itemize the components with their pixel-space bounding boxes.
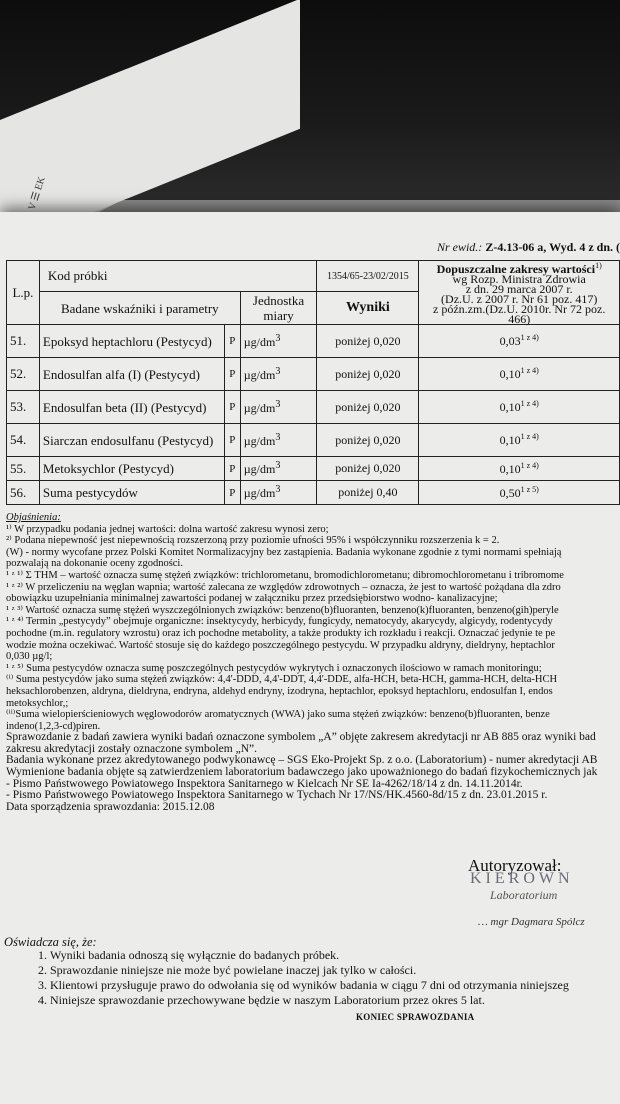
unit-text: µg/dm <box>243 367 276 382</box>
row-limit <box>419 358 620 391</box>
limits-line: (Dz.U. z 2007 r. Nr 61 poz. 417) <box>441 292 598 306</box>
declaration-list <box>0 948 569 1008</box>
table-row <box>7 325 620 358</box>
row-p: P <box>224 481 240 505</box>
note-line: pochodne (m.in. regulatory wzrostu) oraz ich pochodne metabolity, a także produkty ich rozkładu i reakcji. Oznaczać jedynie te pe <box>6 627 556 639</box>
limits-line: z dn. 29 marca 2007 r. <box>465 282 573 296</box>
note-line: ¹ ᶻ ⁴⁾ Termin „pestycydy” obejmuje organiczne: insektycydy, herbicydy, fungicydy, nematocydy, akarycydy, algicydy, rodentycydy <box>6 616 553 628</box>
row-limit <box>419 481 620 505</box>
limit-sup: 1 z 4) <box>520 399 539 408</box>
note-line: obowiązku uzupełniania minimalnej zawartości podanej w załączniku przez przedsiębiorstwo wodno- kanalizacyjne; <box>6 593 498 605</box>
row-unit <box>240 481 317 505</box>
stamp-sub: Laboratorium <box>490 888 558 902</box>
limits-title: Dopuszczalne zakresy wartości <box>436 262 596 276</box>
record-number-label: Nr ewid.: <box>436 240 483 254</box>
list-item: 4. Niniejsze sprawozdanie przechowywane będzie w naszym Laboratorium przez okres 5 lat. <box>50 993 569 1008</box>
unit-exp: 3 <box>275 398 281 410</box>
row-p: P <box>224 358 240 391</box>
row-limit <box>419 391 620 424</box>
note-line: ¹ ᶻ ⁵⁾ Suma pestycydów oznacza sumę poszczególnych pestycydów wykrytych i oznaczonych ilościowo w ramach monitoringu; <box>6 662 542 674</box>
record-number-value: Z-4.13-06 a, Wyd. 4 z dn. ( <box>485 240 620 254</box>
note-line: Badania wykonane przez akredytowanego podwykonawcę – SGS Eko-Projekt Sp. z o.o. (Laboratorium) - numer akredytacji AB <box>6 754 598 767</box>
table-row <box>7 391 620 424</box>
limits-line: z późn.zm.(Dz.U. 2010r. Nr 72 poz. 466) <box>433 302 606 326</box>
row-name: Epoksyd heptachloru (Pestycyd) <box>39 325 224 358</box>
row-value: poniżej 0,020 <box>317 391 419 424</box>
list-item: 1. Wyniki badania odnoszą się wyłącznie do badanych próbek. <box>50 948 569 963</box>
note-line: - Pismo Państwowego Powiatowego Inspektora Sanitarnego w Kielcach Nr SE Ia-4262/18/14 z dn. 14.11.2014r. <box>6 777 523 790</box>
note-line: ⁽ⁱⁱ⁾Suma wielopierścieniowych węglowodorów aromatycznych (WWA) jako suma stężeń związków: benzeno(b)fluoranten, benze <box>6 709 550 721</box>
unit-text: µg/dm <box>243 486 276 500</box>
row-limit <box>419 325 620 358</box>
row-name: Endosulfan beta (II) (Pestycyd) <box>39 391 224 424</box>
row-lp: 56. <box>7 481 40 505</box>
unit-exp: 3 <box>275 484 281 495</box>
row-value: poniżej 0,40 <box>317 481 419 505</box>
note-line: (W) - normy wycofane przez Polski Komitet Normalizacyjny bez zastąpienia. Badania wykonane zgodnie z tymi normami spełniają <box>6 546 562 558</box>
unit-text: µg/dm <box>243 433 276 448</box>
unit-text: µg/dm <box>243 334 276 349</box>
row-name: Endosulfan alfa (I) (Pestycyd) <box>39 358 224 391</box>
limit-sup: 1 z 4) <box>520 460 539 470</box>
note-line: metoksychlor,; <box>6 697 69 709</box>
limits-sup: 1) <box>595 261 602 270</box>
side-mark: V ☰ EK <box>26 175 48 212</box>
table-row <box>7 424 620 457</box>
authorized-label: Autoryzował: <box>468 856 562 875</box>
table-row <box>7 457 620 481</box>
header-unit: Jednostka miary <box>240 292 317 325</box>
row-name: Siarczan endosulfanu (Pestycyd) <box>39 424 224 457</box>
stamp-name: KIEROWN <box>470 870 574 887</box>
limit-sup: 1 z 5) <box>520 484 539 494</box>
limit-value: 0,10 <box>499 433 521 447</box>
unit-text: µg/dm <box>243 462 276 476</box>
row-name: Suma pestycydów <box>39 481 224 505</box>
row-lp: 51. <box>7 325 40 358</box>
note-line: 0,030 µg/l; <box>6 651 53 663</box>
row-unit <box>240 457 317 481</box>
end-of-report: KONIEC SPRAWOZDANIA <box>356 1012 475 1022</box>
header-lp: L.p. <box>7 261 40 325</box>
results-table <box>6 260 620 505</box>
note-line: wodzie można oczekiwać. Wartość stosuje się do każdego poszczególnego pestycydu. W przypadku aldryny, dieldryny, heptachlor <box>6 639 555 651</box>
declaration-heading: Oświadcza się, że: <box>4 935 97 949</box>
row-value: poniżej 0,020 <box>317 457 419 481</box>
note-line: Wymienione badania objęte są zatwierdzeniem laboratorium badawczego jako upoważnionego do badań fizykochemicznych jak <box>6 766 598 779</box>
row-name: Metoksychlor (Pestycyd) <box>39 457 224 481</box>
table-row <box>7 358 620 391</box>
limit-value: 0,10 <box>499 367 521 381</box>
signer-name: … mgr Dagmara Spólcz <box>478 916 585 928</box>
row-limit <box>419 424 620 457</box>
notes-heading: Objaśnienia: <box>6 512 61 523</box>
note-line: ¹ ᶻ ²⁾ W przeliczeniu na węglan wapnia; wartość zalecana ze względów zdrowotnych – oznacza, że jest to wartość pożądana dla zdro <box>6 581 561 593</box>
notes-section <box>6 512 620 813</box>
limits-line: wg Rozp. Ministra Zdrowia <box>452 272 586 286</box>
header-results: Wyniki <box>317 292 419 325</box>
header-code-value: 1354/65-23/02/2015 <box>317 261 419 292</box>
note-line: indeno(1,2,3-cd)piren. <box>6 720 101 732</box>
list-item: 3. Klientowi przysługuje prawo do odwołania się od wyników badania w ciągu 7 dni od otrzymania niniejszeg <box>50 978 569 993</box>
report-date: Data sporządzenia sprawozdania: 2015.12.08 <box>6 800 215 813</box>
row-p: P <box>224 457 240 481</box>
note-line: Sprawozdanie z badań zawiera wyniki badań oznaczone symbolem „A” objęte zakresem akredytacji nr AB 885 oraz wyniki bad <box>6 731 596 744</box>
limit-sup: 1 z 4) <box>520 333 539 342</box>
row-unit <box>240 325 317 358</box>
row-value: poniżej 0,020 <box>317 358 419 391</box>
limit-value: 0,50 <box>499 485 521 500</box>
list-item: 2. Sprawozdanie niniejsze nie może być powielane inaczej jak tylko w całości. <box>50 963 569 978</box>
limit-sup: 1 z 4) <box>520 432 539 441</box>
row-lp: 55. <box>7 457 40 481</box>
unit-exp: 3 <box>275 460 281 471</box>
header-param: Badane wskaźniki i parametry <box>39 292 240 325</box>
unit-text: µg/dm <box>243 400 276 415</box>
row-lp: 54. <box>7 424 40 457</box>
table-row <box>7 481 620 505</box>
limit-value: 0,10 <box>499 461 521 476</box>
row-p: P <box>224 391 240 424</box>
row-lp: 52. <box>7 358 40 391</box>
row-unit <box>240 358 317 391</box>
record-number <box>437 240 620 255</box>
row-limit <box>419 457 620 481</box>
note-line: ⁽ⁱ⁾ Suma pestycydów jako suma stężeń związków: 4,4'-DDD, 4,4'-DDT, 4,4'-DDE, alfa-HCH, beta-HCH, gamma-HCH, delta-HCH <box>6 674 558 686</box>
row-p: P <box>224 424 240 457</box>
note-line: ¹ ᶻ ³⁾ Wartość oznacza sumę stężeń wyszczególnionych związków: benzeno(b)fluoranten, benzeno(k)fluoranten, benzeno(gih)peryle <box>6 604 559 616</box>
note-line: zakresu akredytacji zostały oznaczone symbolem „N”. <box>6 742 257 755</box>
row-unit <box>240 391 317 424</box>
limit-value: 0,03 <box>499 334 521 348</box>
header-limits <box>419 261 620 325</box>
note-line: heksachlorobenzen, aldryna, dieldryna, endryna, aldehyd endryny, izodryna, heptachlor, epoksyd heptachloru, endosulfan I, endos <box>6 685 553 697</box>
signer-text: mgr Dagmara Spólcz <box>490 916 585 928</box>
row-lp: 53. <box>7 391 40 424</box>
note-line: ¹⁾ W przypadku podania jednej wartości: dolna wartość zakresu wynosi zero; <box>6 523 329 535</box>
limit-value: 0,10 <box>499 400 521 414</box>
header-code-label: Kod próbki <box>39 261 316 292</box>
note-line: ¹ ᶻ ¹⁾ Σ THM – wartość oznacza sumę stężeń związków: trichlorometanu, bromodichlorometanu; dibromochlorometanu i tribromome <box>6 569 564 581</box>
note-line: pozwalają na dokonanie oceny zgodności. <box>6 558 183 570</box>
limit-sup: 1 z 4) <box>520 366 539 375</box>
unit-exp: 3 <box>275 365 281 377</box>
unit-exp: 3 <box>275 332 281 344</box>
row-value: poniżej 0,020 <box>317 424 419 457</box>
row-value: poniżej 0,020 <box>317 325 419 358</box>
unit-exp: 3 <box>275 431 281 443</box>
row-p: P <box>224 325 240 358</box>
note-line: ²⁾ Podana niepewność jest niepewnością rozszerzoną przy poziomie ufności 95% i współczynniku rozszerzenia k = 2. <box>6 535 500 547</box>
note-line: - Pismo Państwowego Powiatowego Inspektora Sanitarnego w Tychach Nr 17/NS/HK.4560-8d/15 z dn. 23.01.2015 r. <box>6 789 548 802</box>
table-header-row <box>7 261 620 292</box>
row-unit <box>240 424 317 457</box>
